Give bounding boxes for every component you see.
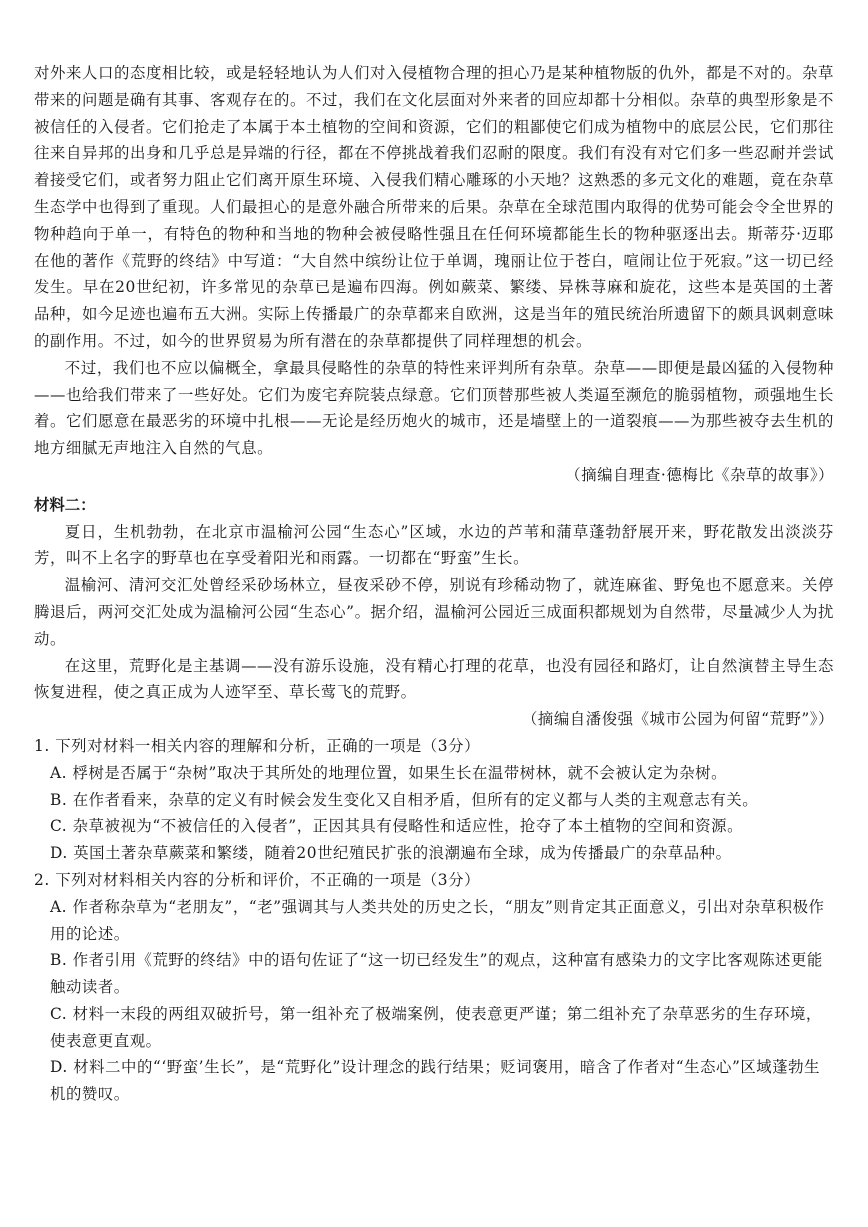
question-2-option-b[interactable]: B. 作者引用《荒野的终结》中的语句佐证了“这一切已经发生”的观点，这种富有感染力的文字比客观陈述更能触动读者。 bbox=[50, 951, 823, 997]
material-two-paragraph-1: 夏日，生机勃勃，在北京市温榆河公园“生态心”区域，水边的芦苇和蒲草蓬勃舒展开来，野花散发出淡淡芬芳，叫不上名字的野草也在享受着阳光和雨露。一切都在“野蛮”生长。 bbox=[34, 522, 834, 568]
question-1-option-b[interactable]: B. 在作者看来，杂草的定义有时候会发生变化又自相矛盾，但所有的定义都与人类的主观意志有关。 bbox=[50, 790, 759, 809]
question-2-option-d[interactable]: D. 材料二中的“‘野蛮’生长”，是“荒野化”设计理念的践行结果；贬词褒用，暗含了作者对“生态心”区域蓬勃生机的赞叹。 bbox=[50, 1058, 821, 1104]
question-1 bbox=[34, 733, 834, 867]
material-one-paragraph-2: 不过，我们也不应以偏概全，拿最具侵略性的杂草的特性来评判所有杂草。杂草——即便是最凶猛的入侵物种——也给我们带来了一些好处。它们为废宅弃院装点绿意。它们顶替那些被人类逼至濒危的脆弱植物，顽强地生长着。它们愿意在最恶劣的环境中扎根——无论是经历炮火的城市，还是墙壁上的一道裂痕——为那些被夺去生机的地方细腻无声地注入自然的气息。 bbox=[34, 358, 834, 458]
question-2-stem: 2. 下列对材料相关内容的分析和评价，不正确的一项是（3分） bbox=[34, 870, 481, 889]
material-two-source: （摘编自潘俊强《城市公园为何留“荒野”》） bbox=[521, 710, 834, 729]
material-two-paragraph-3: 在这里，荒野化是主基调——没有游乐设施，没有精心打理的花草，也没有园径和路灯，让自然演替主导生态恢复进程，使之真正成为人迹罕至、草长莺飞的荒野。 bbox=[34, 656, 834, 702]
material-one bbox=[34, 60, 834, 489]
question-1-stem: 1. 下列对材料一相关内容的理解和分析，正确的一项是（3分） bbox=[34, 736, 481, 755]
question-1-option-d[interactable]: D. 英国土著杂草蕨菜和繁缕，随着20世纪殖民扩张的浪潮遍布全球，成为传播最广的杂草品种。 bbox=[50, 844, 732, 863]
question-2 bbox=[34, 867, 834, 1108]
material-one-source: （摘编自理查·德梅比《杂草的故事》） bbox=[565, 465, 834, 484]
question-2-option-c[interactable]: C. 材料一末段的两组双破折号，第一组补充了极端案例，使表意更严谨；第二组补充了杂草恶劣的生存环境，使表意更直观。 bbox=[50, 1004, 822, 1050]
question-1-option-c[interactable]: C. 杂草被视为“不被信任的入侵者”，正因其具有侵略性和适应性，抢夺了本土植物的空间和资源。 bbox=[50, 817, 744, 836]
question-2-option-a[interactable]: A. 作者称杂草为“老朋友”，“老”强调其与人类共处的历史之长，“朋友”则肯定其正面意义，引出对杂草积极作用的论述。 bbox=[50, 897, 825, 943]
material-two-heading: 材料二： bbox=[34, 495, 96, 514]
question-1-option-a[interactable]: A. 桴树是否属于“杂树”取决于其所处的地理位置，如果生长在温带树林，就不会被认定为杂树。 bbox=[50, 763, 728, 782]
material-two-paragraph-2: 温榆河、清河交汇处曾经采砂场林立，昼夜采砂不停，别说有珍稀动物了，就连麻雀、野兔也不愿意来。关停腾退后，两河交汇处成为温榆河公园“生态心”。据介绍，温榆河公园近三成面积都规划为自然带，尽量减少人为扰动。 bbox=[34, 576, 834, 648]
material-one-paragraph-1: 对外来人口的态度相比较，或是轻轻地认为人们对入侵植物合理的担心乃是某种植物版的仇外，都是不对的。杂草带来的问题是确有其事、客观存在的。不过，我们在文化层面对外来者的回应却都十分相似。杂草的典型形象是不被信任的入侵者。它们抢走了本属于本土植物的空间和资源，它们的粗鄙使它们成为植物中的底层公民，它们那往往来自异邦的出身和几乎总是异端的行径，都在不停挑战着我们忍耐的限度。我们有没有对它们多一些忍耐并尝试着接受它们，或者努力阻止它们离开原生环境、入侵我们精心雕琢的小天地？这熟悉的多元文化的难题，竟在杂草生态学中也得到了重现。人们最担心的是意外融合所带来的后果。杂草在全球范围内取得的优势可能会令全世界的物种趋向于单一，有特色的物种和当地的物种会被侵略性强且在任何环境都能生长的物种驱逐出去。斯蒂芬·迈耶在他的著作《荒野的终结》中写道：“大自然中缤纷让位于单调，瑰丽让位于苍白，喧闹让位于死寂。”这一切已经发生。早在20世纪初，许多常见的杂草已是遍布四海。例如蕨菜、繁缕、异株荨麻和旋花，这些本是英国的土著品种，如今足迹也遍布五大洲。实际上传播最广的杂草都来自欧洲，这是当年的殖民统治所遗留下的颇具讽刺意味的副作用。不过，如今的世界贸易为所有潜在的杂草都提供了同样理想的机会。 bbox=[34, 64, 834, 350]
material-two bbox=[34, 492, 834, 733]
